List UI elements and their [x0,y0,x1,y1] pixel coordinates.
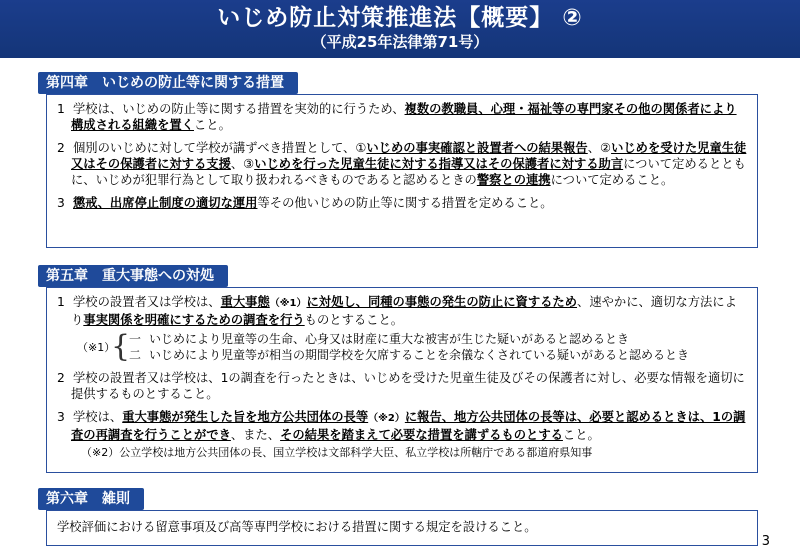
text-run: 、また、 [230,428,281,442]
text-run: こと。 [193,118,231,132]
emphasis-text: に報告、地方公共団体の長等は、必要と認めるときは、1の調査の再調査を行うことができ [71,410,746,442]
item-text [73,196,553,210]
note1-mark: （※1） [77,341,116,354]
emphasis-text: に対処し、同種の事態の発生の防止に資するため [306,295,578,309]
item-number: 1 [57,102,65,116]
text-run: 個別のいじめに対して学校が講ずべき措置として、① [73,141,367,155]
item-text [71,102,737,132]
text-run: 学校の設置者又は学校は、 [73,295,221,309]
item-text [71,295,737,327]
emphasis-text: その結果を踏まえて必要な措置を講ずるものとする [280,428,563,442]
ch4-item-2 [57,140,747,188]
brace-icon: { [111,329,131,364]
emphasis-text: 複数の教職員、心理・福祉等の専門家その他の関係者により構成される組織を置く [71,102,737,132]
emphasis-text: 警察との連携 [476,173,551,187]
ch5-item-1 [57,294,747,328]
text-run: 等その他いじめの防止等に関する措置を定めること。 [257,196,553,210]
row-index: 一 [129,332,142,346]
ch4-item-1 [57,101,747,133]
text-run: こと。 [562,428,600,442]
text-run: 学校は、いじめの防止等に関する措置を実効的に行うため、 [73,102,405,116]
item-number: 2 [57,141,65,155]
note-ref: （※2） [368,413,405,424]
chapter6-box [46,510,758,546]
text-run: について定めるとともに、いじめが犯罪行為として取り扱われるべきものであると認めるときの [71,157,746,187]
text-run: ものとすること。 [304,313,404,327]
note1-block [77,330,747,364]
emphasis-text: 重大事態が発生した旨を地方公共団体の長等 [122,410,369,424]
ch6-text: 学校評価における留意事項及び高等専門学校における措置に関する規定を設けること。 [57,520,537,534]
chapter4-box [46,94,758,248]
item-number: 3 [57,196,65,210]
item-number: 1 [57,295,65,309]
ch5-item-2 [57,370,747,402]
item-number: 3 [57,410,65,424]
emphasis-text: いじめの事実確認と設置者への結果報告 [366,141,588,155]
chapter6-label: 第六章 雑則 [38,488,144,510]
chapter5-box [46,287,758,473]
page-subtitle: （平成25年法律第71号） [311,33,489,51]
emphasis-text: 懲戒、出席停止制度の適切な運用 [73,196,258,210]
text-run: 、速やかに、適切な方法により [71,295,737,327]
emphasis-text: いじめを受けた児童生徒又はその保護者に対する支援 [71,141,747,171]
footnote-2: （※2）公立学校は地方公共団体の長、国立学校は文部科学大臣、私立学校は所轄庁である都道府県知事 [81,446,593,459]
row-index: 二 [129,348,142,362]
text-run: 学校は、 [73,410,123,424]
note1-row-1 [129,331,629,347]
row-text: いじめにより児童等の生命、心身又は財産に重大な被害が生じた疑いがあると認めるとき [149,332,630,346]
text-run: について定めること。 [550,173,674,187]
emphasis-text: いじめを行った児童生徒に対する指導又はその保護者に対する助言 [254,157,624,171]
chapter4-label: 第四章 いじめの防止等に関する措置 [38,72,298,94]
emphasis-text: 事実関係を明確にするための調査を行う [83,313,305,327]
item-text [71,410,745,442]
row-text: いじめにより児童等が相当の期間学校を欠席することを余儀なくされている疑いがあると認めるとき [149,348,690,362]
page-number: 3 [761,534,770,549]
emphasis-text: 重大事態 [220,295,270,309]
chapter5-label: 第五章 重大事態への対処 [38,265,228,287]
text-run: 、③ [230,157,255,171]
text-run: 学校の設置者又は学校は、1の調査を行ったときは、いじめを受けた児童生徒及びその保護者に対し、必要な情報を適切に提供するものとすること。 [71,371,745,401]
note-ref: （※1） [269,298,307,309]
page-title: いじめ防止対策推進法【概要】 ② [217,5,583,31]
note1-row-2 [129,347,689,363]
item-text [71,141,746,187]
item-text [71,371,745,401]
ch4-item-3 [57,195,747,211]
header-banner [0,0,800,58]
text-run: 、② [587,141,612,155]
ch5-item-3 [57,409,747,443]
item-number: 2 [57,371,65,385]
